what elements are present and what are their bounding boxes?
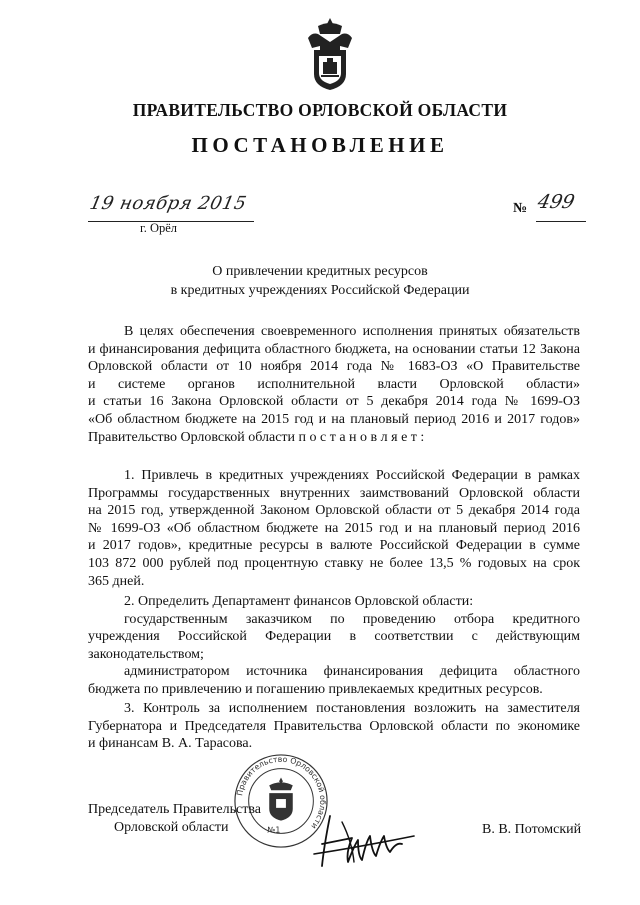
text-line: и системе органов исполнительной власти Орловской области» [88,376,580,392]
text-line: и 2017 годов», кредитные ресурсы в валюте Российской Федерации в сумме [88,538,580,554]
handwritten-signature-icon [312,808,420,874]
signatory-name: В. В. Потомский [482,822,582,837]
text-line: 1. Привлечь в кредитных учреждениях Российской Федерации в рамках [124,468,580,483]
text-line: 103 872 000 рублей под процентную ставку не более 13,5 % годовых на срок [88,555,580,571]
text-line: учреждения Российской Федерации в соответствии с действующим [88,629,580,645]
text-line: «Об областном бюджете на 2015 год и на плановый период 2016 и 2017 годов» [88,411,580,427]
text-line: 365 дней. [88,573,145,589]
city: г. Орёл [140,221,178,235]
document-type: ПОСТАНОВЛЕНИЕ [191,133,449,157]
text-line: Правительство Орловской области п о с т а н о в л я е т : [88,429,425,445]
svg-text:№1: №1 [267,825,281,835]
text-line: и статьи 16 Закона Орловской области от 5 декабря 2014 года № 1699-ОЗ [88,394,580,410]
text-line: 2. Определить Департамент финансов Орловской области: [124,594,474,609]
item-1 [88,467,580,590]
text-line: на 2015 год, утвержденной Законом Орловской области от 5 декабря 2014 года [88,503,580,519]
text-line: бюджета по привлечению и погашению привлекаемых кредитных ресурсов. [88,681,543,697]
text-line: и финансирования дефицита областного бюджета, на основании статьи 12 Закона [88,341,580,357]
coat-of-arms-icon [300,16,360,92]
organization-name: ПРАВИТЕЛЬСТВО ОРЛОВСКОЙ ОБЛАСТИ [132,100,508,120]
signatory-position-line2: Орловской области [114,820,229,835]
text-line: Программы государственных внутренних заимствований Орловской области [88,485,580,501]
text-line: законодательством; [88,646,204,662]
number-label: № [513,201,528,216]
item-2 [88,593,580,699]
title-line: в кредитных учреждениях Российской Федерации [170,283,470,298]
text-line: Губернатора и Председателя Правительства Орловской области по экономике [88,718,580,734]
title-line: О привлечении кредитных ресурсов [212,264,428,279]
item-3 [88,700,580,753]
text-line: администратором источника финансирования дефицита областного [124,664,580,680]
handwritten-date: 19 ноября 2015 [87,193,249,214]
svg-text:Правительство Орловской област: Правительство Орловской области [235,754,328,831]
text-line: В целях обеспечения своевременного исполнения принятых обязательств [124,324,580,339]
text-line: 3. Контроль за исполнением постановления возложить на заместителя [124,701,580,716]
preamble [88,323,580,446]
text-line: Орловской области от 10 ноября 2014 года № 1683-ОЗ «О Правительстве [88,359,580,375]
handwritten-number: 499 [535,191,577,213]
text-line: и финансам В. А. Тарасова. [88,736,253,752]
signatory-position-line1: Председатель Правительства [88,802,261,817]
text-line: № 1699-ОЗ «Об областном бюджете на 2015 год и на плановый период 2016 [88,520,580,536]
document-title [0,262,640,300]
text-line: государственным заказчиком по проведению отбора кредитного [124,611,580,627]
